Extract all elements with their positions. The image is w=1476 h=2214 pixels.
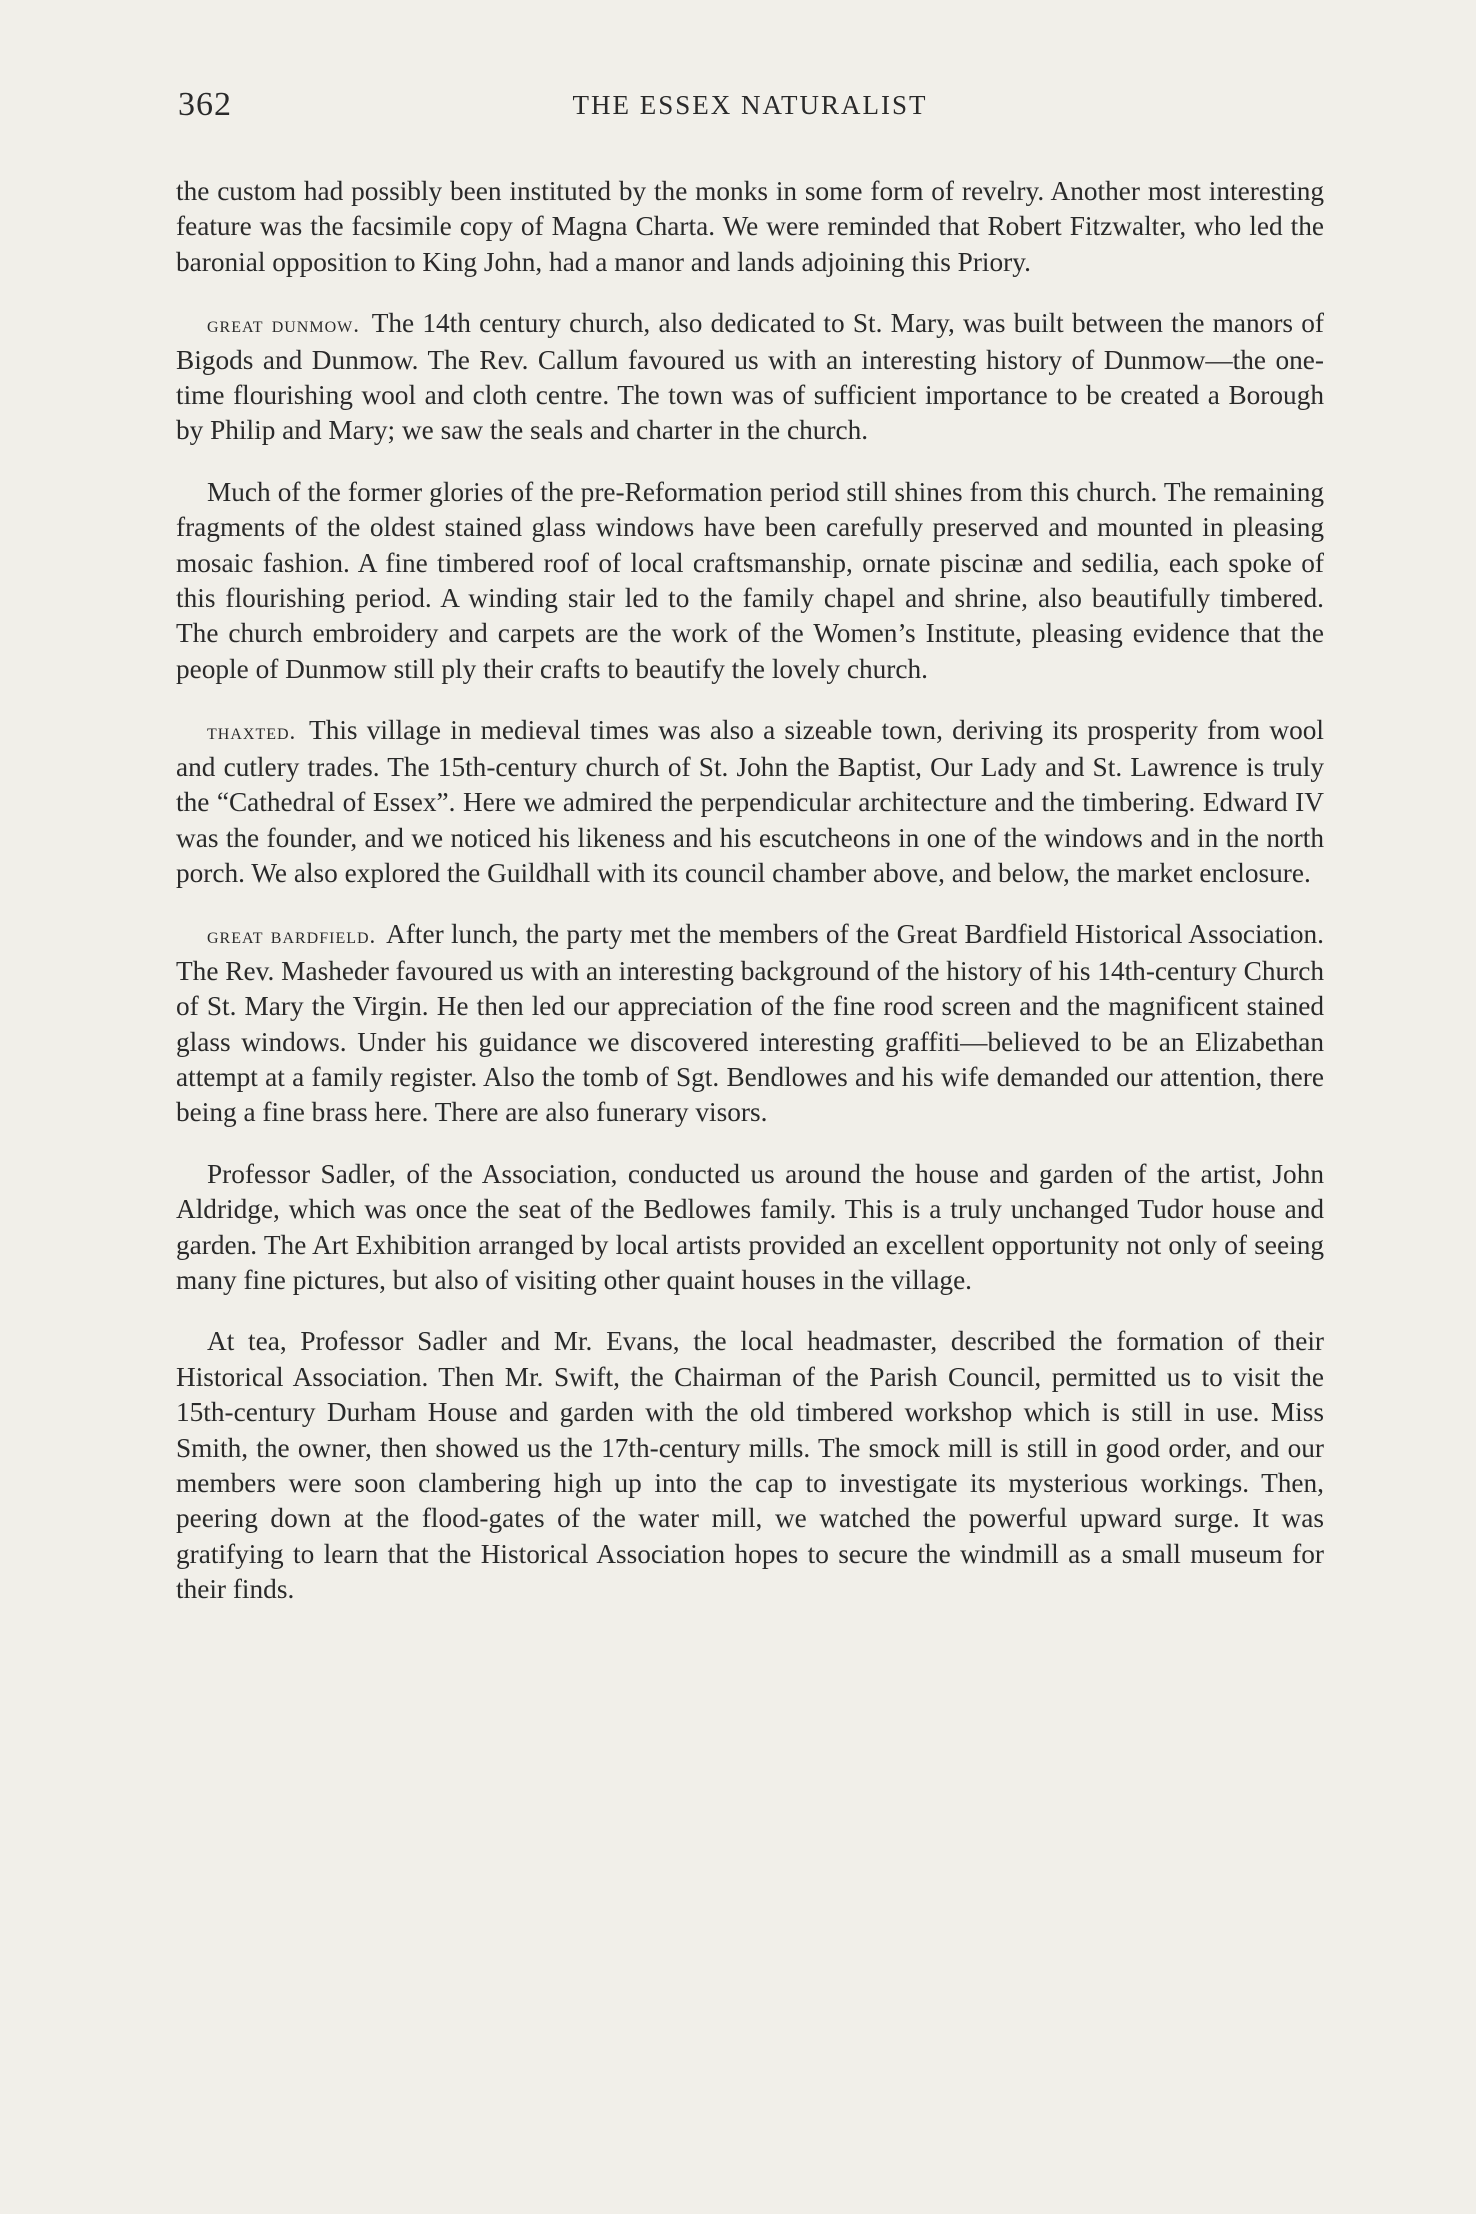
paragraph-text: This village in medieval times was also a sizeable town, deriving its prosperity from wool and cutlery trades. The 15th-century church of St. John the Baptist, Our Lady and St. Lawrence is truly the “Cathedral of Essex”. Here we admired the perpendicular architecture and the timbering. Edward IV was the founder, and we noticed his likeness and his escutcheons in one of the windows and in the north porch. We also explored the Guildhall with its council chamber above, and below, the market enclosure.	[176, 715, 1324, 888]
paragraph-text: At tea, Professor Sadler and Mr. Evans, the local headmaster, described the formation of their Historical Association. Then Mr. Swift, the Chairman of the Parish Council, permitted us to visit the 15th-century Durham House and garden with the old timbered workshop which is still in use. Miss Smith, the owner, then showed us the 17th-century mills. The smock mill is still in good order, and our members were soon clambering high up into the cap to investigate its mysterious workings. Then, peering down at the flood-gates of the water mill, we watched the powerful upward surge. It was gratifying to learn that the Historical Association hopes to secure the windmill as a small museum for their finds.	[176, 1326, 1324, 1605]
paragraph-text: Professor Sadler, of the Association, conducted us around the house and garden of the artist, John Aldridge, which was once the seat of the Bedlowes family. This is a truly unchanged Tudor house and garden. The Art Exhibition arranged by local artists provided an excellent opportunity not only of seeing many fine pictures, but also of visiting other quaint houses in the village.	[176, 1158, 1324, 1295]
paragraph-great-dunmow	[176, 306, 1324, 449]
paragraph-tea	[176, 1324, 1324, 1607]
section-heading-great-dunmow: great dunmow.	[207, 312, 360, 338]
paragraph-professor-sadler	[176, 1157, 1324, 1299]
page-number: 362	[178, 86, 232, 123]
paragraph-great-bardfield	[176, 917, 1324, 1130]
paragraph-text: the custom had possibly been instituted by the monks in some form of revelry. Another most interesting feature was the facsimile copy of Magna Charta. We were reminded that Robert Fitzwalter, who led the baronial opposition to King John, had a manor and lands adjoining this Priory.	[176, 176, 1324, 277]
paragraph-text: Much of the former glories of the pre-Reformation period still shines from this church. The remaining fragments of the oldest stained glass windows have been carefully preserved and mounted in pleasing mosaic fashion. A fine timbered roof of local craftsmanship, ornate piscinæ and sedilia, each spoke of this flourishing period. A winding stair led to the family chapel and shrine, also beautifully timbered. The church embroidery and carpets are the work of the Women’s Institute, pleasing evidence that the people of Dunmow still ply their crafts to beautify the lovely church.	[176, 476, 1324, 684]
paragraph-text: After lunch, the party met the members of the Great Bardfield Historical Association. The Rev. Masheder favoured us with an interesting background of the history of his 14th-century Church of St. Mary the Virgin. He then led our appreciation of the fine rood screen and the magnificent stained glass windows. Under his guidance we discovered interesting graffiti—believed to be an Elizabethan attempt at a family register. Also the tomb of Sgt. Bendlowes and his wife demanded our attention, there being a fine brass here. There are also funerary visors.	[176, 919, 1324, 1128]
paragraph-continuation	[176, 174, 1324, 280]
body-text	[176, 174, 1324, 1634]
section-heading-great-bardfield: great bardfield.	[207, 923, 377, 949]
page-header	[178, 86, 1322, 126]
running-title: THE ESSEX NATURALIST	[572, 90, 928, 120]
paragraph-text: The 14th century church, also dedicated to St. Mary, was built between the manors of Bigods and Dunmow. The Rev. Callum favoured us with an interesting history of Dunmow—the one-time flourishing wool and cloth centre. The town was of sufficient importance to be created a Borough by Philip and Mary; we saw the seals and charter in the church.	[176, 308, 1324, 446]
section-heading-thaxted: thaxted.	[207, 719, 297, 745]
paragraph-thaxted	[176, 713, 1324, 891]
paragraph-dunmow-church	[176, 475, 1324, 687]
